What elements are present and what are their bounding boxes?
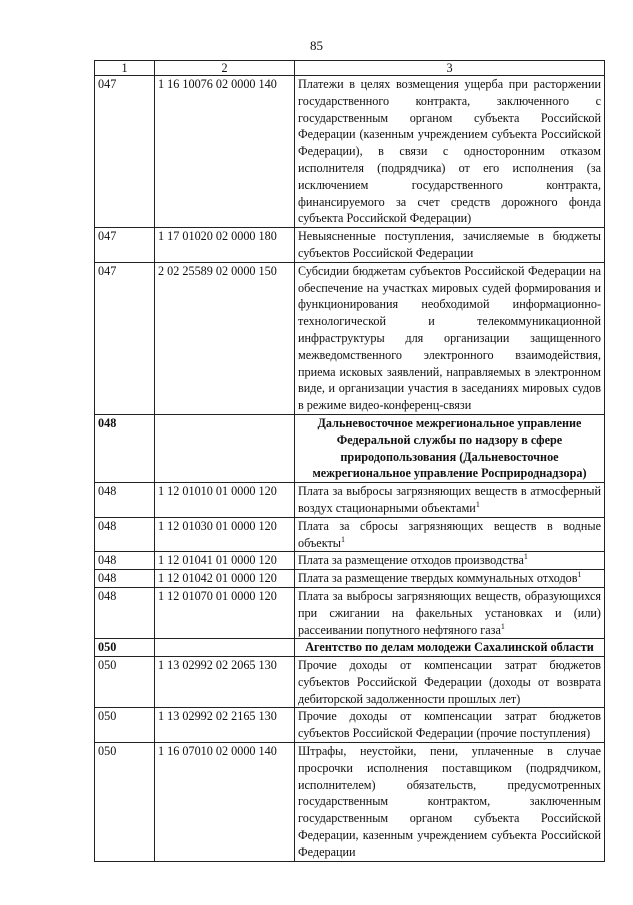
admin-code-cell: 047	[95, 76, 155, 228]
admin-code-cell: 050	[95, 708, 155, 743]
revenue-code-cell: 1 12 01042 01 0000 120	[155, 570, 295, 588]
revenue-code-cell: 2 02 25589 02 0000 150	[155, 262, 295, 414]
table-row	[95, 483, 605, 518]
admin-code-cell: 048	[95, 587, 155, 638]
table-row	[95, 570, 605, 588]
description-text: Платежи в целях возмещения ущерба при расторжении государственного контракта, заключенного с государственным органом субъекта Российской Федерации (казенным учреждением субъекта Российской Федерации), в связи с односторонним отказом исполнителя (подрядчика) от его исполнения (за исключением государственного контракта, финансируемого за счет средств дорожного фонда субъекта Российской Федерации)	[298, 77, 601, 226]
revenue-description-cell	[295, 708, 605, 743]
revenue-description-cell	[295, 743, 605, 862]
revenue-description-cell	[295, 570, 605, 588]
revenue-code-cell: 1 12 01010 01 0000 120	[155, 483, 295, 518]
admin-code-cell: 048	[95, 570, 155, 588]
admin-code-cell: 050	[95, 657, 155, 708]
footnote-marker: 1	[340, 534, 345, 544]
footnote-marker: 1	[500, 621, 505, 631]
admin-code-cell: 050	[95, 639, 155, 657]
column-number-3: 3	[295, 61, 605, 76]
agency-name-cell	[295, 414, 605, 482]
admin-code-cell: 048	[95, 414, 155, 482]
table-row	[95, 76, 605, 228]
revenue-code-cell	[155, 414, 295, 482]
description-text: Прочие доходы от компенсации затрат бюджетов субъектов Российской Федерации (доходы от возврата дебиторской задолженности прошлых лет)	[298, 658, 601, 706]
table-row	[95, 708, 605, 743]
revenue-code-cell: 1 12 01041 01 0000 120	[155, 552, 295, 570]
footnote-marker: 1	[523, 552, 528, 562]
revenue-description-cell	[295, 657, 605, 708]
column-number-row	[95, 61, 605, 76]
revenue-code-cell: 1 17 01020 02 0000 180	[155, 228, 295, 263]
description-text: Штрафы, неустойки, пени, уплаченные в случае просрочки исполнения поставщиком (подрядчиком, исполнителем) обязательств, предусмотренных государственным контрактом, заключенным государственным органом субъекта Российской Федерации, казенным учреждением субъекта Российской Федерации	[298, 744, 601, 859]
table-row	[95, 587, 605, 638]
description-text: Плата за размещение твердых коммунальных отходов	[298, 571, 578, 586]
revenue-code-cell: 1 13 02992 02 2165 130	[155, 708, 295, 743]
revenue-code-cell: 1 16 10076 02 0000 140	[155, 76, 295, 228]
footnote-marker: 1	[475, 499, 480, 509]
admin-code-cell: 047	[95, 262, 155, 414]
revenue-description-cell	[295, 587, 605, 638]
table-row	[95, 743, 605, 862]
revenue-code-cell: 1 12 01070 01 0000 120	[155, 587, 295, 638]
revenue-description-cell	[295, 262, 605, 414]
column-number-1: 1	[95, 61, 155, 76]
revenue-description-cell	[295, 517, 605, 552]
revenue-code-cell	[155, 639, 295, 657]
description-text: Субсидии бюджетам субъектов Российской Федерации на обеспечение на участках мировых судей формирования и функционирования необходимой информационно-технологической и телекоммуникационной инфраструктуры для организации защищенного межведомственного электронного взаимодействия, приема исковых заявлений, направляемых в электронном виде, и организации участия в заседаниях мировых судов в режиме видео-конференц-связи	[298, 263, 601, 413]
revenue-description-cell	[295, 552, 605, 570]
column-number-2: 2	[155, 61, 295, 76]
revenue-code-cell: 1 12 01030 01 0000 120	[155, 517, 295, 552]
section-header-row	[95, 639, 605, 657]
revenue-code-table	[94, 60, 605, 862]
description-text: Дальневосточное межрегиональное управление Федеральной службы по надзору в сфере природопользования (Дальневосточное межрегиональное управление Росприроднадзора)	[312, 415, 587, 481]
table-row	[95, 657, 605, 708]
revenue-description-cell	[295, 76, 605, 228]
description-text: Агентство по делам молодежи Сахалинской области	[305, 640, 594, 655]
agency-name-cell	[295, 639, 605, 657]
admin-code-cell: 050	[95, 743, 155, 862]
table-row	[95, 228, 605, 263]
admin-code-cell: 048	[95, 552, 155, 570]
table-row	[95, 262, 605, 414]
description-text: Невыясненные поступления, зачисляемые в бюджеты субъектов Российской Федерации	[298, 229, 601, 260]
table-row	[95, 552, 605, 570]
table-row	[95, 517, 605, 552]
description-text: Плата за сбросы загрязняющих веществ в водные объекты	[298, 518, 601, 550]
revenue-description-cell	[295, 228, 605, 263]
revenue-description-cell	[295, 483, 605, 518]
description-text: Плата за размещение отходов производства	[298, 553, 524, 568]
revenue-code-cell: 1 13 02992 02 2065 130	[155, 657, 295, 708]
description-text: Плата за выбросы загрязняющих веществ, образующихся при сжигании на факельных установках и (или) рассеивании попутного нефтяного газа	[298, 588, 601, 637]
description-text: Прочие доходы от компенсации затрат бюджетов субъектов Российской Федерации (прочие поступления)	[298, 709, 601, 741]
admin-code-cell: 048	[95, 517, 155, 552]
admin-code-cell: 048	[95, 483, 155, 518]
description-text: Плата за выбросы загрязняющих веществ в атмосферный воздух стационарными объектами	[298, 484, 601, 515]
section-header-row	[95, 414, 605, 482]
admin-code-cell: 047	[95, 228, 155, 263]
footnote-marker: 1	[577, 570, 582, 580]
page-number: 85	[310, 38, 323, 53]
revenue-code-cell: 1 16 07010 02 0000 140	[155, 743, 295, 862]
